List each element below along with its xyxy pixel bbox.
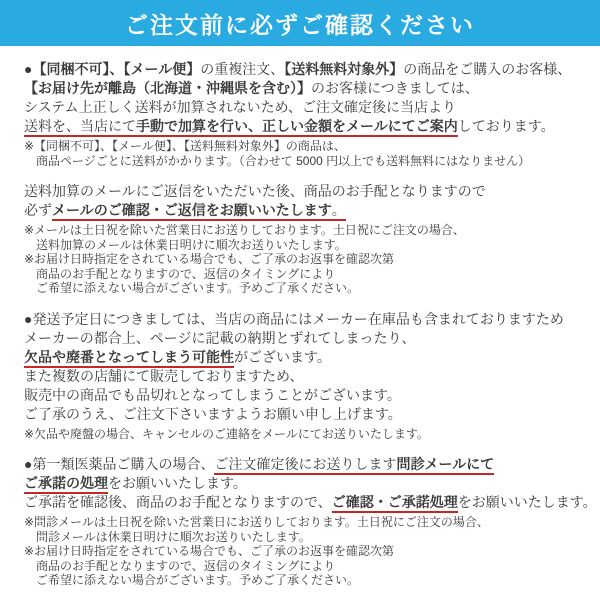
- section-shipping-surcharge-notice: [24, 60, 588, 168]
- text-run: ※問診メールは土日祝を除いた営業日にお送りしております。土日祝にご注文の場合、: [24, 515, 489, 529]
- emphasized-underlined-text: 問診メールにて: [396, 456, 494, 475]
- text-run: しております。: [457, 118, 555, 134]
- text-run: をお願いいたします。: [457, 494, 597, 510]
- text-line: [24, 98, 588, 117]
- text-run: ※【同梱不可】、【メール便】、【送料無料対象外】の商品は、: [24, 139, 346, 153]
- section-mail-reply-request: [24, 182, 588, 296]
- text-run: また複数の店舗にて販売しておりますため、: [24, 367, 304, 384]
- emphasized-underlined-text: 。: [332, 202, 346, 221]
- text-run: ※欠品や廃盤の場合、キャンセルのご連絡をメールにてお送りいたします。: [24, 426, 429, 441]
- mail-reply-request-note-text: [24, 223, 588, 296]
- text-line: [24, 405, 588, 424]
- emphasized-underlined-text: ご確認・ご承諾処理: [332, 494, 458, 513]
- text-run: をお願いいたします。: [108, 475, 247, 491]
- text-line: [24, 154, 588, 169]
- text-run: ●発送予定日につきましては、当店の商品にはメーカー在庫品も含まれておりますため: [24, 310, 564, 327]
- text-run: の重複注文、: [200, 61, 285, 77]
- emphasized-underlined-text: ご承諾の処理: [24, 475, 108, 494]
- text-line: [24, 267, 588, 282]
- emphasized-underlined-text: 欠品や廃番となってしまう可能性: [24, 349, 234, 368]
- shipping-surcharge-notice-note-text: [24, 139, 588, 168]
- text-run: 商品ページごとに送料がかかります。（合わせて 5000 円以上でも送料無料にはなりません）: [24, 153, 531, 168]
- text-run: ご了承のうえ、ご注文下さいますようお願い申し上げます。: [24, 405, 402, 422]
- text-line: [24, 238, 588, 253]
- emphasized-underlined-text: メールのご確認・ご返信をお願いいたします: [52, 202, 332, 221]
- text-run: がございます。: [234, 348, 331, 365]
- text-line: [24, 474, 588, 493]
- text-line: [24, 573, 588, 588]
- text-run: ご希望に添えない場合がございます。予めご了承ください。: [24, 281, 360, 295]
- text-line: [24, 182, 588, 201]
- text-run: 問診メールは休業日明けに順次お送りいたします。: [24, 529, 311, 544]
- text-run: 商品のお手配となりますので、返信のタイミングにより: [24, 558, 336, 573]
- text-run: ※メールは土日祝を除いた営業日にお送りしております。土日祝にご注文の場合、: [24, 223, 465, 237]
- shipping-date-notice-note-text: [24, 427, 588, 442]
- notice-body: [0, 46, 600, 588]
- notice-header-bar: [0, 0, 600, 46]
- text-line: [24, 493, 597, 512]
- emphasized-underlined-text: ご注文確定後にお送りします: [214, 456, 396, 475]
- section-shipping-date-notice: [24, 310, 588, 442]
- pharmaceutical-consent-notice-main-text: [24, 455, 597, 512]
- text-run: ●第一類医薬品ご購入の場合、: [24, 456, 215, 472]
- emphasized-underlined-text: 送料を、当店にて: [24, 118, 136, 137]
- text-run: 商品のお手配となりますので、返信のタイミングにより: [24, 266, 336, 281]
- emphasized-underlined-text: 手動で加算を行い、正しい金額をメールにてご案内: [136, 118, 458, 137]
- text-line: [24, 559, 588, 574]
- text-line: [24, 329, 588, 348]
- text-run: 販売中の商品でも品切れとなってしまうことがございます。: [24, 386, 401, 403]
- text-run: 【送料無料対象外】: [284, 61, 404, 77]
- text-run: 送料加算のメールは休業日明けに順次お送りいたします。: [24, 237, 347, 252]
- text-line: [24, 252, 588, 267]
- pharmaceutical-consent-notice-note-text: [24, 515, 588, 588]
- text-run: ご承諾を確認後、商品のお手配となりますので、: [24, 494, 332, 510]
- mail-reply-request-main-text: [24, 182, 588, 220]
- text-run: 送料加算のメールにご返信をいただいた後、商品のお手配となりますので: [24, 183, 486, 199]
- section-pharmaceutical-consent-notice: [24, 455, 597, 588]
- text-run: 【同梱不可】、【メール便】: [32, 61, 201, 77]
- page-title: ご注文前に必ずご確認ください: [125, 11, 475, 38]
- text-line: [24, 386, 588, 405]
- text-line: [24, 348, 588, 367]
- text-line: [24, 139, 588, 154]
- text-run: 必ず: [24, 202, 52, 218]
- text-run: ●: [24, 61, 33, 77]
- text-line: [24, 223, 588, 238]
- shipping-surcharge-notice-main-text: [24, 60, 588, 136]
- text-line: [24, 515, 588, 530]
- text-line: [24, 427, 588, 442]
- text-line: [24, 367, 588, 386]
- text-run: メーカーの都合上、ページに記載の納期とずれてしまったり、: [24, 329, 416, 346]
- text-line: [24, 310, 588, 329]
- text-line: [24, 544, 588, 559]
- text-run: ご希望に添えない場合がございます。予めご了承ください。: [24, 573, 360, 587]
- text-run: のお客様につきましては、: [311, 80, 479, 96]
- text-run: 【お届け先が離島（北海道・沖縄県を含む）】: [24, 80, 311, 96]
- text-run: システム上正しく送料が加算されないため、ご注文確定後に当店より: [24, 99, 457, 115]
- text-line: [24, 455, 588, 474]
- text-line: [24, 530, 588, 545]
- text-run: の商品をご購入のお客様、: [403, 61, 572, 77]
- text-run: ※お届け日時指定をされている場合でも、ご了承のお返事を確認次第: [24, 544, 395, 558]
- shipping-date-notice-main-text: [24, 310, 588, 424]
- text-line: [24, 201, 588, 220]
- text-line: [24, 60, 588, 79]
- text-line: [24, 79, 588, 98]
- text-line: [24, 117, 588, 136]
- text-line: [24, 281, 588, 296]
- text-run: ※お届け日時指定をされている場合でも、ご了承のお返事を確認次第: [24, 252, 395, 266]
